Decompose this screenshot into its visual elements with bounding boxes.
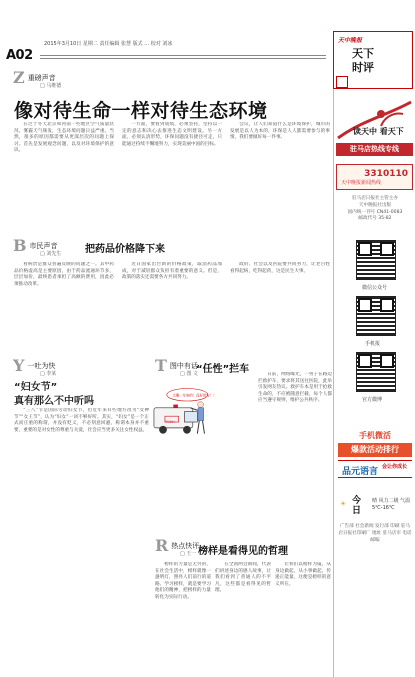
article-title-role-model: 榜样是看得见的哲理	[198, 546, 288, 557]
column-divider	[333, 62, 334, 677]
drug-article-col1: 看病贵是群众普遍反映的问题之一。其中药品价格虚高是主要原因，由于药品流通环节多，层层加价，最终患者承担了高额的费用，因此必须推动改革。	[14, 262, 114, 287]
article-title-womens-day-1: “妇女节”	[14, 382, 58, 393]
ambulance-article: 日前，网络曝光，一男子在路边拦救护车，要求将其送往医院，此举引发网友热议。救护车本是用于抢救生命的，不应被随意拦截，每个人都应当遵守规则，维护公共秩序。	[258, 372, 332, 404]
section-letter: Z	[13, 68, 25, 87]
header-meta: 2015年3月10日 星期二 责任编辑 张慧 版式 … 校对 刘冰	[44, 41, 173, 47]
hotline-label: 天中晚报新闻热线	[341, 180, 382, 186]
promo-language-ad[interactable]	[338, 460, 412, 478]
article-title-ambulance: “任性”拦车	[196, 364, 250, 375]
article-title-womens-day-2: 真有那么不中听吗	[14, 396, 94, 407]
masthead-title-line1: 天下	[352, 47, 374, 60]
drug-article-col3: 政府、社会以及医院要共同努力，让老百姓看得起病，吃得起药，这是民生大事。	[230, 262, 330, 274]
article-title-drug-price: 把药品价格降下来	[85, 244, 165, 255]
section-author: □ 李某	[40, 371, 57, 377]
promo-mobile-activity[interactable]: 手机微活	[359, 431, 391, 440]
section-letter: R	[155, 536, 169, 555]
publisher-info: 驻马店日报社主管主办 天中晚报社出版 国内统一刊号 CN41-0083 邮政代号 35-82	[347, 196, 403, 222]
page-number: A02	[6, 48, 33, 63]
section-letter: Y	[13, 356, 25, 375]
lead-article-col3: 会议，让人们知道什么是环境保护，城市的发展是以人为本的，环保是人人都需要参与的事情，我们要做好每一件事。	[230, 122, 330, 141]
section-masthead	[333, 31, 413, 89]
section-author: □ 王一	[180, 551, 197, 557]
womens-day-article: “三八”节是国际劳动妇女节，但近年来有些地方改为“女神节”“女王节”，认为“妇女”一词不够好听。其实，“妇女”是一个正式而庄重的称谓，并没有贬义，不必刻意回避。称谓本身并不重要，重要的是对女性的尊重与关爱，社会应当更多关注女性权益。	[14, 408, 149, 433]
lead-article-col2: 一方面，要看到成绩，必须坚持，坚持以一定的意志和决心去推进生态文明建设。另一方面，必须认清形势，环保问题没有捷径可走，只能通过持续不懈地努力，实现美丽中国的目标。	[122, 122, 222, 147]
qr-caption-wechat: 微信公众号	[362, 285, 388, 291]
promo-hot-ranking[interactable]: 爆款活动排行	[338, 443, 412, 457]
side-slogan: 读天中 看天下	[353, 127, 404, 136]
footer-contact: 广告部 社会新闻 发行部 印刷 驻马店日报社印刷厂 地址 驻马店市 电话 邮编	[338, 524, 412, 543]
role-model-col2: 在全国两会期间，代表们讲述身边的感人故事，让我们看到了普通人的不平凡，这些都是看得见的哲理。	[215, 562, 271, 594]
role-model-col3: 让我们以榜样为镜，从身边做起，从小事做起，传递正能量，这便是榜样的意义所在。	[275, 562, 331, 587]
today-char-1: 今	[352, 496, 362, 506]
hotline-banner: 驻马店热线专线	[336, 143, 413, 156]
ambulance-cartoon	[152, 380, 252, 480]
lead-article-title: 像对待生命一样对待生态环境	[14, 100, 268, 122]
lead-article-col1: 在过于冬天北京和河南一些地区空气质量状况、雾霾天气频发，生态环境问题日益严重。当然，很多的原因都需要从更深层次的问题上探讨。首先是发展观念问题，以及对环境保护的意识。	[14, 122, 114, 154]
section-author: □ 马维德	[40, 83, 62, 89]
qr-caption-mobile: 手机报	[365, 341, 381, 347]
section-name: 一吐为快	[27, 361, 56, 370]
section-letter: B	[13, 236, 27, 255]
brand-seal-icon	[336, 76, 348, 88]
ambulance-label: 120急救车	[164, 420, 176, 424]
speech-bubble: 太累一车坐的！没好的车！！	[172, 393, 217, 398]
hotline-number: 3310110	[364, 169, 408, 179]
section-name: 市民声音	[29, 241, 58, 250]
section-author: □ 刘先生	[40, 251, 62, 257]
drug-article-col2: 近日国家出台新的价格政策，取消药品加成，对于减轻群众负担有着重要的意义。但是，政策的落实还需要各方共同努力。	[122, 262, 222, 281]
section-name: 热点快评	[171, 541, 200, 550]
promo-language-title: 品元语言	[342, 467, 379, 477]
qr-code-weibo	[356, 352, 396, 392]
section-name: 重磅声音	[27, 73, 56, 82]
today-char-2: 日	[352, 506, 362, 516]
qr-code-wechat	[356, 240, 396, 280]
sun-icon: ☀	[340, 500, 347, 508]
qr-code-mobile	[356, 296, 396, 336]
promo-language-slogan: 会让你成长	[382, 464, 408, 470]
hotline-ad	[336, 164, 413, 190]
section-name: 图中有话	[169, 361, 198, 370]
brand-name: 天中晚报	[338, 37, 363, 44]
header-rule	[40, 53, 326, 61]
qr-caption-weibo: 官方微博	[362, 397, 383, 403]
weather-info: 晴 风力二级 气温 5℃-16℃	[372, 498, 411, 511]
section-author: □ 图 文	[180, 371, 198, 377]
role-model-col1: 榜样的力量是无穷的，在社会生活中，榜样就像一盏明灯，照亮人们前行的道路。学习榜样，就是要学习他们的精神，把榜样的力量转化为实际行动。	[155, 562, 211, 600]
today-label	[352, 496, 361, 516]
masthead-title-line2: 时评	[352, 61, 374, 74]
section-letter: T	[155, 356, 167, 375]
